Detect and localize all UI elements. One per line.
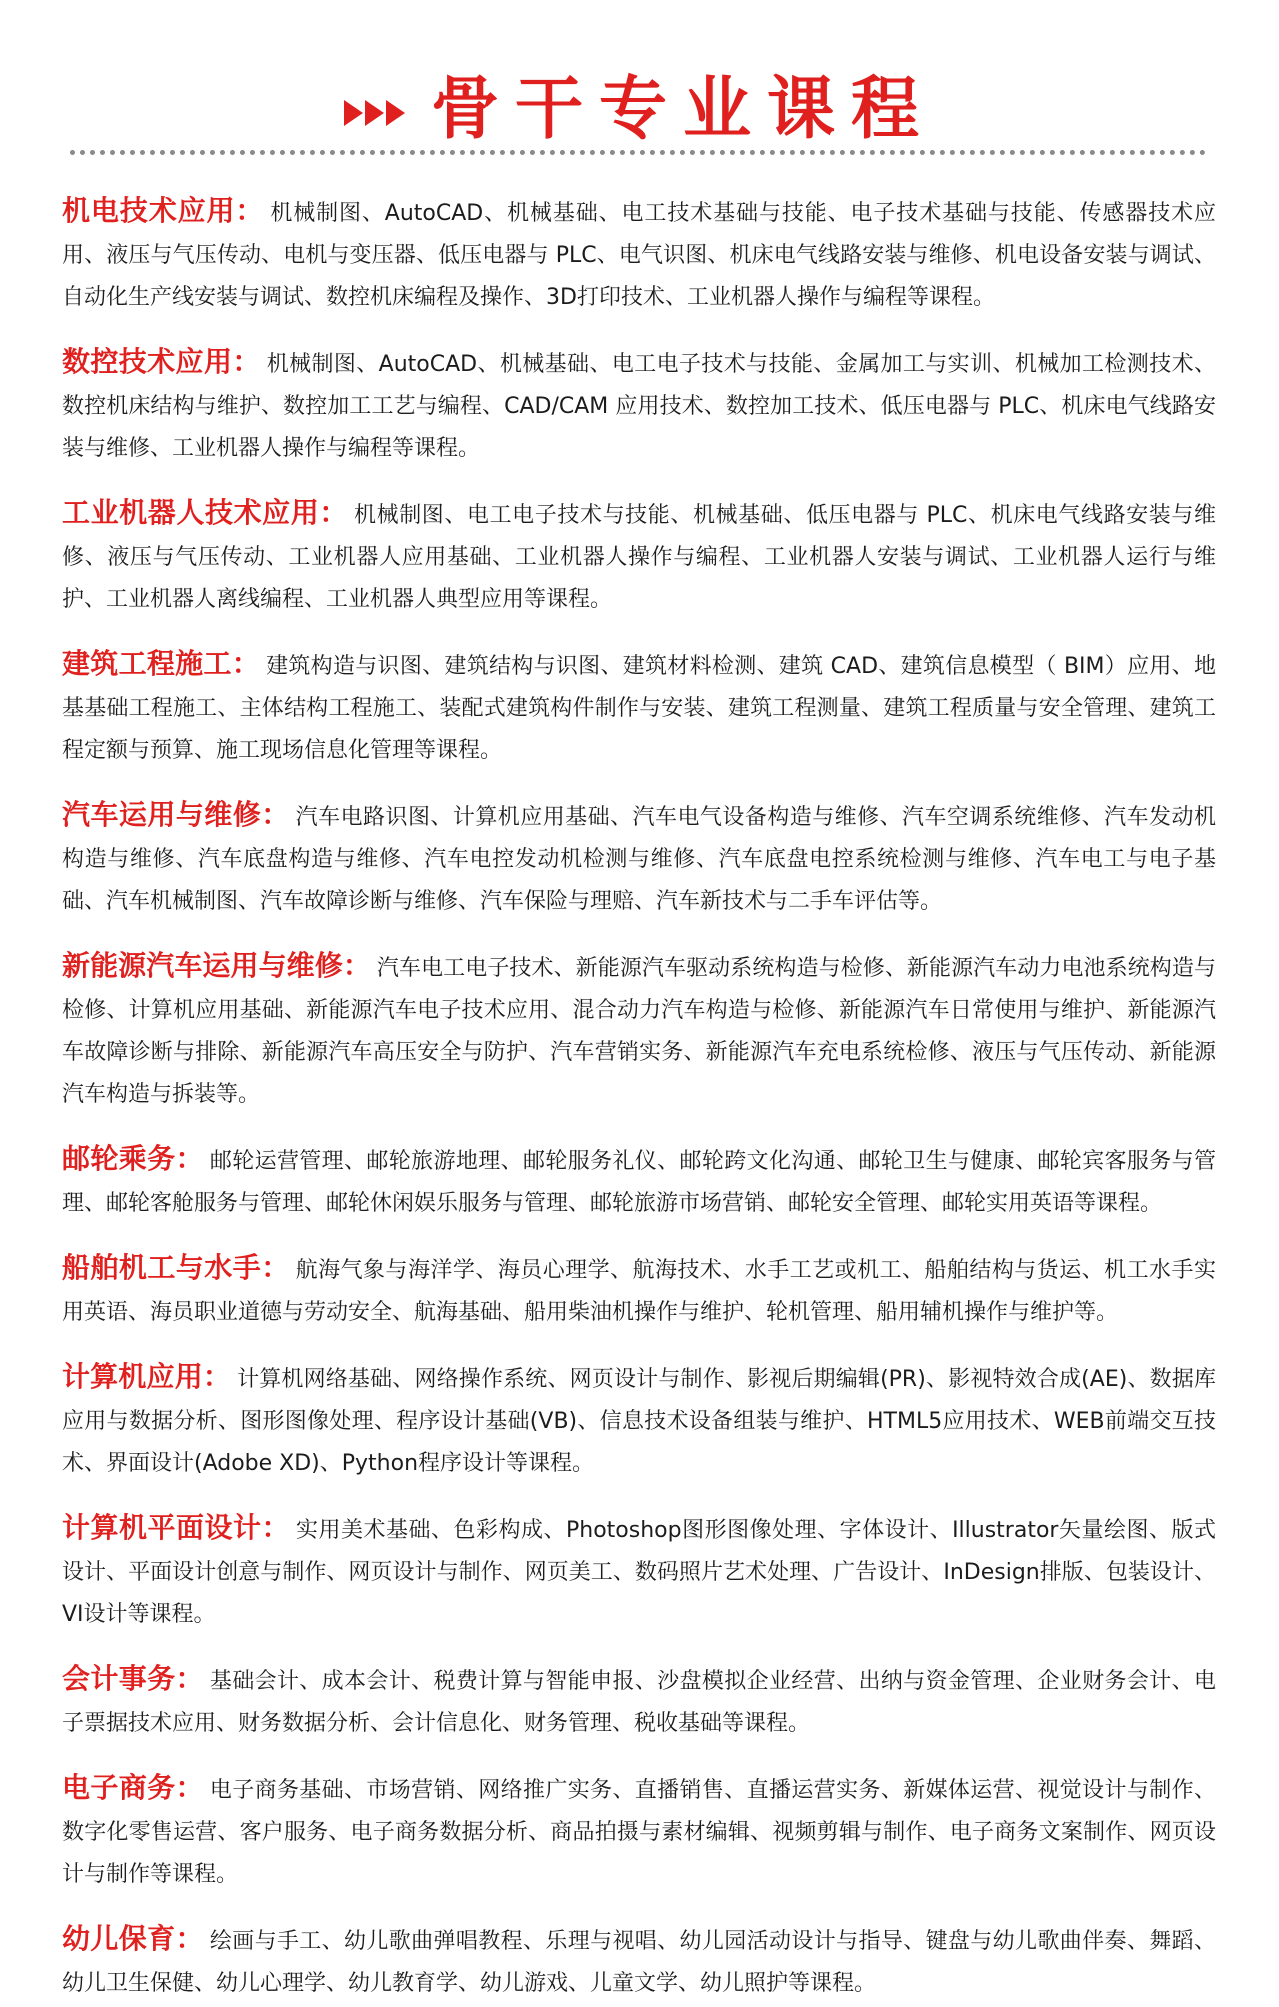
course-colon: ：: [319, 496, 348, 529]
course-item: [62, 945, 1216, 1116]
course-desc: 电子商务基础、市场营销、网络推广实务、直播销售、直播运营实务、新媒体运营、视觉设计与制作、数字化零售运营、客户服务、电子商务数据分析、商品拍摄与素材编辑、视频剪辑与制作、电子商务文案制作、网页设计与制作等课程。: [62, 1778, 1216, 1887]
course-desc: 实用美术基础、色彩构成、Photoshop图形图像处理、字体设计、Illustrator矢量绘图、版式设计、平面设计创意与制作、网页设计与制作、网页美工、数码照片艺术处理、广告设计、InDesign排版、包装设计、VI设计等课程。: [62, 1518, 1216, 1627]
course-item: [62, 190, 1216, 319]
course-desc: 建筑构造与识图、建筑结构与识图、建筑材料检测、建筑 CAD、建筑信息模型（ BIM）应用、地基基础工程施工、主体结构工程施工、装配式建筑构件制作与安装、建筑工程测量、建筑工程质量与安全管理、建筑工程定额与预算、施工现场信息化管理等课程。: [62, 654, 1216, 763]
course-name: 建筑工程施工: [62, 647, 232, 680]
course-item: [62, 1767, 1216, 1896]
course-name: 数控技术应用: [62, 345, 233, 378]
course-name: 会计事务: [62, 1662, 176, 1695]
course-colon: ：: [261, 1251, 290, 1284]
course-desc: 汽车电路识图、计算机应用基础、汽车电气设备构造与维修、汽车空调系统维修、汽车发动机构造与维修、汽车底盘构造与维修、汽车电控发动机检测与维修、汽车底盘电控系统检测与维修、汽车电工与电子基础、汽车机械制图、汽车故障诊断与维修、汽车保险与理赔、汽车新技术与二手车评估等。: [62, 805, 1216, 914]
course-item: [62, 1658, 1216, 1745]
course-desc: 邮轮运营管理、邮轮旅游地理、邮轮服务礼仪、邮轮跨文化沟通、邮轮卫生与健康、邮轮宾客服务与管理、邮轮客舱服务与管理、邮轮休闲娱乐服务与管理、邮轮旅游市场营销、邮轮安全管理、邮轮实用英语等课程。: [62, 1149, 1216, 1216]
course-name: 机电技术应用: [62, 194, 236, 227]
course-desc: 汽车电工电子技术、新能源汽车驱动系统构造与检修、新能源汽车动力电池系统构造与检修、计算机应用基础、新能源汽车电子技术应用、混合动力汽车构造与检修、新能源汽车日常使用与维护、新能源汽车故障诊断与排除、新能源汽车高压安全与防护、汽车营销实务、新能源汽车充电系统检修、液压与气压传动、新能源汽车构造与拆装等。: [62, 956, 1216, 1107]
course-name: 电子商务: [62, 1771, 176, 1804]
page-title: 骨干专业课程: [430, 70, 935, 149]
course-colon: ：: [175, 1142, 204, 1175]
course-colon: ：: [261, 798, 290, 831]
triple-arrow-icon: [344, 100, 405, 126]
course-colon: ：: [232, 345, 261, 378]
course-desc: 机械制图、AutoCAD、机械基础、电工技术基础与技能、电子技术基础与技能、传感器技术应用、液压与气压传动、电机与变压器、低压电器与 PLC、电气识图、机床电气线路安装与维修、机电设备安装与调试、自动化生产线安装与调试、数控机床编程及操作、3D打印技术、工业机器人操作与编程等课程。: [62, 201, 1216, 310]
course-colon: ：: [342, 949, 371, 982]
course-name: 新能源汽车运用与维修: [62, 949, 343, 982]
course-desc: 机械制图、AutoCAD、机械基础、电工电子技术与技能、金属加工与实训、机械加工检测技术、数控机床结构与维护、数控加工工艺与编程、CAD/CAM 应用技术、数控加工技术、低压电器与 PLC、机床电气线路安装与维修、工业机器人操作与编程等课程。: [62, 352, 1216, 461]
arrow-icon: [365, 100, 384, 126]
course-name: 船舶机工与水手: [62, 1251, 262, 1284]
course-desc: 计算机网络基础、网络操作系统、网页设计与制作、影视后期编辑(PR)、影视特效合成(AE)、数据库应用与数据分析、图形图像处理、程序设计基础(VB)、信息技术设备组装与维护、HTML5应用技术、WEB前端交互技术、界面设计(Adobe XD)、Python程序设计等课程。: [62, 1367, 1216, 1476]
course-colon: ：: [202, 1360, 232, 1393]
course-colon: ：: [261, 1511, 290, 1544]
course-item: [62, 1138, 1216, 1225]
course-name: 幼儿保育: [62, 1922, 176, 1955]
course-colon: ：: [231, 647, 261, 680]
course-item: [62, 1918, 1216, 2005]
course-name: 计算机平面设计: [62, 1511, 262, 1544]
course-list: [62, 168, 1216, 2007]
course-desc: 机械制图、电工电子技术与技能、机械基础、低压电器与 PLC、机床电气线路安装与维修、液压与气压传动、工业机器人应用基础、工业机器人操作与编程、工业机器人安装与调试、工业机器人运行与维护、工业机器人离线编程、工业机器人典型应用等课程。: [62, 503, 1216, 612]
course-name: 工业机器人技术应用: [62, 496, 320, 529]
dotted-divider: [70, 150, 1206, 155]
arrow-icon: [386, 100, 405, 126]
course-item: [62, 341, 1216, 470]
course-item: [62, 1356, 1216, 1485]
course-colon: ：: [175, 1922, 204, 1955]
course-item: [62, 1507, 1216, 1636]
course-colon: ：: [175, 1662, 204, 1695]
course-desc: 航海气象与海洋学、海员心理学、航海技术、水手工艺或机工、船舶结构与货运、机工水手实用英语、海员职业道德与劳动安全、航海基础、船用柴油机操作与维护、轮机管理、船用辅机操作与维护等。: [62, 1258, 1216, 1325]
course-name: 邮轮乘务: [62, 1142, 176, 1175]
arrow-icon: [344, 100, 363, 126]
course-name: 计算机应用: [62, 1360, 203, 1393]
course-item: [62, 643, 1216, 772]
course-desc: 绘画与手工、幼儿歌曲弹唱教程、乐理与视唱、幼儿园活动设计与指导、键盘与幼儿歌曲伴奏、舞蹈、幼儿卫生保健、幼儿心理学、幼儿教育学、幼儿游戏、儿童文学、幼儿照护等课程。: [62, 1929, 1216, 1996]
course-item: [62, 492, 1216, 621]
course-name: 汽车运用与维修: [62, 798, 262, 831]
course-item: [62, 794, 1216, 923]
course-desc: 基础会计、成本会计、税费计算与智能申报、沙盘模拟企业经营、出纳与资金管理、企业财务会计、电子票据技术应用、财务数据分析、会计信息化、财务管理、税收基础等课程。: [62, 1669, 1216, 1736]
course-colon: ：: [235, 194, 265, 227]
course-item: [62, 1247, 1216, 1334]
header-inner: [344, 70, 935, 150]
page-header: [0, 70, 1279, 150]
course-colon: ：: [175, 1771, 204, 1804]
